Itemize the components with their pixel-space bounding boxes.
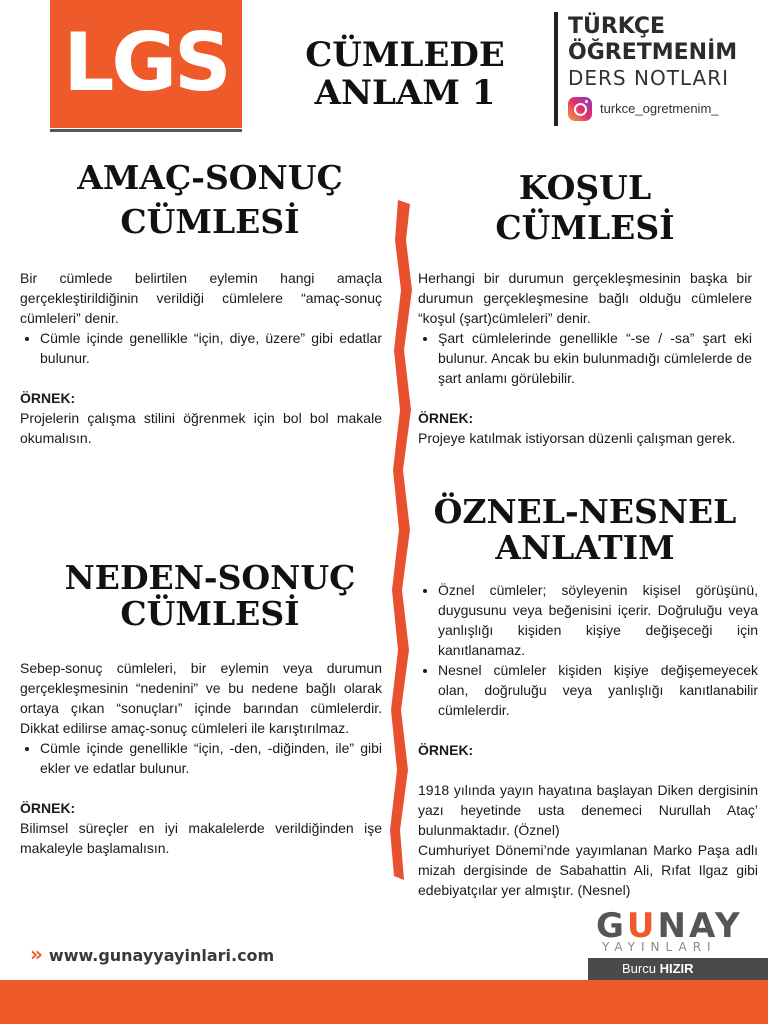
definition-text: Sebep-sonuç cümleleri, bir eylemin veya durumun gerçekleşmesinin “nedenini” ve bu nedene bağlı olarak ortaya çıkan “sonuçları” içinde barından cümlelerdir. Dikkat edilirse amaç-sonuç cümleleri ile karıştırılmaz.: [20, 660, 382, 736]
website-link[interactable]: [30, 942, 274, 966]
spacer: [418, 388, 752, 408]
spacer: [20, 368, 382, 388]
author-first-name: Burcu: [622, 961, 656, 976]
instagram-handle[interactable]: turkce_ogretmenim_: [600, 101, 719, 116]
publisher-logo-part2: U: [626, 906, 658, 946]
publisher-subtitle: YAYINLARI: [602, 940, 717, 954]
instagram-icon[interactable]: [568, 97, 592, 121]
section-title-line1: ÖZNEL-NESNEL: [433, 492, 737, 531]
section-title-amac-sonuc: [40, 156, 380, 244]
logo-underline: [50, 129, 242, 132]
section-body-amac-sonuc: [20, 268, 382, 448]
example-text: Projeye katılmak istiyorsan düzenli çalışman gerek.: [418, 430, 736, 446]
spacer: [418, 760, 758, 780]
definition-text: Bir cümlede belirtilen eylemin hangi amaçla gerçekleştirildiğinin verildiği cümlelere “amaç-sonuç cümleleri” denir.: [20, 270, 382, 326]
brand-line2: ÖĞRETMENİM: [568, 40, 738, 65]
example-text: Projelerin çalışma stilini öğrenmek için bol bol makale okumalısın.: [20, 410, 382, 446]
publisher-logo: [596, 908, 743, 944]
section-title-neden-sonuc: [30, 560, 390, 632]
list-item: • Öznel cümleler; söyleyenin kişisel görüşünü, duygusunu veya beğenisini içerir. Doğruluğu veya yanlışlığı kişiden kişiye değişeceği için kanıtlanamaz.: [438, 580, 758, 660]
publisher-logo-part3: NAY: [657, 906, 743, 946]
section-title-line1: AMAÇ-SONUÇ: [77, 158, 343, 197]
example-text: Cumhuriyet Dönemi’nde yayımlanan Marko Paşa adlı mizah dergisinde de Sabahattin Ali, Rıfat Ilgaz gibi edebiyatçılar yer almıştır. (Nesnel): [418, 842, 758, 898]
list-item: • Cümle içinde genellikle “için, diye, üzere” gibi edatlar bulunur.: [40, 328, 382, 368]
section-title-line2: CÜMLESİ: [495, 208, 675, 247]
example-label: ÖRNEK:: [418, 742, 474, 758]
bullet-list: [418, 328, 752, 388]
spacer: [418, 720, 758, 740]
brand-line3: DERS NOTLARI: [568, 66, 729, 90]
double-chevron-icon: »: [30, 942, 43, 966]
example-label: ÖRNEK:: [20, 390, 76, 406]
section-title-line2: CÜMLESİ: [120, 594, 300, 633]
section-body-kosul: [418, 268, 752, 448]
example-label: ÖRNEK:: [418, 410, 474, 426]
example-label: ÖRNEK:: [20, 800, 76, 816]
author-last-name: HIZIR: [659, 961, 694, 976]
torn-divider: [384, 200, 420, 880]
section-body-neden-sonuc: [20, 658, 382, 858]
example-text: Bilimsel süreçler en iyi makalelerde verildiğinden işe makaleyle başlamalısın.: [20, 820, 382, 856]
spacer: [20, 778, 382, 798]
lgs-logo: [50, 0, 242, 128]
brand-line1: TÜRKÇE: [568, 14, 666, 39]
example-text: 1918 yılında yayın hayatına başlayan Diken dergisinin yazı heyetinde usta denemeci Nurullah Ataç’ bulunmaktadır. (Öznel): [418, 782, 758, 838]
page-title-line2: ANLAM 1: [314, 73, 496, 113]
section-title-line1: NEDEN-SONUÇ: [64, 558, 356, 597]
publisher-logo-part1: G: [596, 906, 627, 946]
bullet-list: [20, 738, 382, 778]
author-name: [622, 961, 694, 976]
section-title-oznel-nesnel: [418, 494, 752, 566]
list-item: • Cümle içinde genellikle “için, -den, -diğinden, ile” gibi ekler ve edatlar bulunur.: [40, 738, 382, 778]
section-body-oznel-nesnel: [418, 580, 758, 900]
section-title-line2: ANLATIM: [495, 528, 675, 567]
section-title-line2: CÜMLESİ: [120, 202, 300, 241]
page-title: [290, 36, 520, 112]
brand-divider: [554, 12, 558, 126]
lgs-logo-text: LGS: [63, 16, 229, 109]
definition-text: Herhangi bir durumun gerçekleşmesinin başka bir durumun gerçekleşmesine bağlı olduğu cümlelere “koşul (şart)cümleleri” denir.: [418, 270, 752, 326]
website-url[interactable]: www.gunayyayinlari.com: [48, 946, 275, 965]
bullet-list: [418, 580, 758, 720]
footer-band: [0, 980, 768, 1024]
bullet-list: [20, 328, 382, 368]
list-item: • Şart cümlelerinde genellikle “-se / -sa” şart eki bulunur. Ancak bu ekin bulunmadığı cümlelerde de şart anlamı görülebilir.: [438, 328, 752, 388]
section-title-line1: KOŞUL: [518, 168, 652, 207]
section-title-kosul: [430, 168, 740, 248]
page-title-line1: CÜMLEDE: [305, 35, 505, 75]
list-item: • Nesnel cümleler kişiden kişiye değişemeyecek olan, doğruluğu veya yanlışlığı kanıtlanabilir cümlelerdir.: [438, 660, 758, 720]
